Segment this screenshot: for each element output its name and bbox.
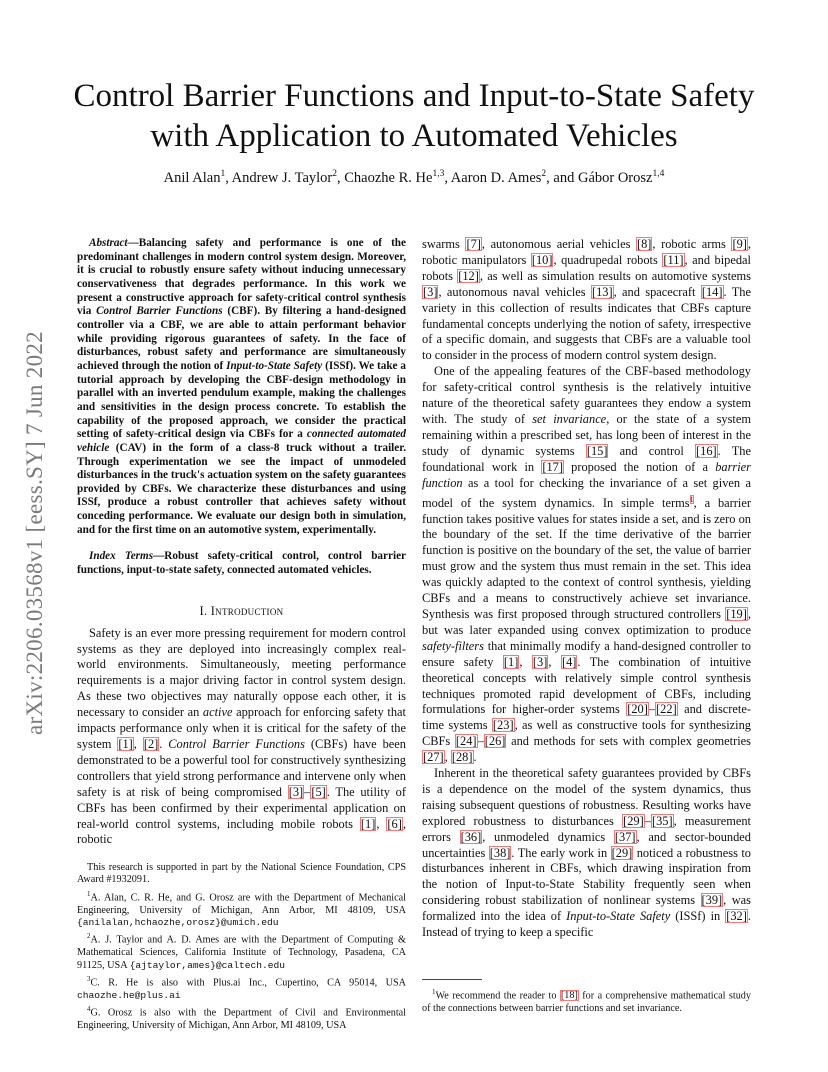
text: . (473, 750, 477, 765)
author: Andrew J. Taylor (231, 169, 333, 186)
text: , but was later expanded using convex optimization to produce (422, 606, 751, 637)
citation-link[interactable]: [26] (484, 734, 506, 749)
citation-link[interactable]: [12] (458, 268, 479, 283)
author-separator: , (225, 169, 232, 186)
citation-link[interactable]: [16] (696, 443, 717, 458)
paragraph (422, 364, 751, 766)
text: , measurement errors (422, 813, 751, 844)
text: , was formalized into the idea of (422, 893, 751, 924)
left-column (77, 237, 406, 848)
citation-link[interactable]: [28] (451, 750, 473, 765)
text: , (519, 654, 532, 669)
text: Safety is an ever more pressing requirement for modern control systems as they are deployed into increasingly complex real-world environments. Simultaneously, meeting performance requirements is a major driving factor in control system design. As these two objectives may naturally oppose each other, it is necessary to consider an (77, 625, 406, 720)
citation-link[interactable]: [6] (387, 816, 402, 831)
text: , (444, 750, 451, 765)
footnote (77, 888, 406, 930)
text: , or the state of a system remaining within a prescribed set, has long been of interest in the study of dynamic systems (422, 411, 751, 458)
author-affiliation: 1,4 (652, 169, 665, 179)
arxiv-identifier: arXiv:2206.03568v1 [eess.SY] 7 Jun 2022 (22, 331, 47, 735)
footnote (77, 930, 406, 972)
abstract-text: (CAV) in the form of a class-8 truck without a trailer. Through experimentation we see the impact of unmodeled disturbances in the truck's actuation system on the safety guarantees provided by CBFs. We characterize these disturbances and using ISSf, produce a robust controller that achieves safety without conceding performance. We evaluate our design both in simulation, and for the first time on an automotive system, experimentally. (77, 441, 406, 536)
emphasis: Input-to-State Safety (566, 909, 671, 924)
citation-link[interactable]: [13] (591, 284, 613, 299)
arxiv-sidebar (22, 283, 48, 783)
citation-link[interactable]: [18] (560, 990, 578, 1002)
citation-link[interactable]: [29] (623, 813, 644, 828)
citation-link[interactable]: [14] (701, 284, 723, 299)
text: . (159, 737, 169, 751)
abstract-emphasis: connected automated vehicle (77, 428, 406, 454)
footnote-mark: 1 (432, 988, 436, 996)
text: and control (608, 443, 696, 458)
footnote-text: for a comprehensive mathematical study of the connections between barrier functions and set invariance. (422, 990, 751, 1014)
abstract-emphasis: Input-to-State Safety (226, 359, 323, 372)
citation-link[interactable]: [3] (532, 654, 548, 669)
footnote (422, 986, 751, 1015)
text: – (648, 702, 656, 717)
text: , (376, 816, 387, 831)
footnote-text: C. R. He is also with Plus.ai Inc., Cupertino, CA 95014, USA (90, 977, 406, 989)
abstract-label: Abstract (89, 237, 128, 249)
citation-link[interactable]: [15] (586, 443, 608, 458)
footnote-text: A. Alan, C. R. He, and G. Orosz are with the Department of Mechanical Engineering, University of Michigan, Ann Arbor, MI 48109, USA (77, 892, 406, 916)
text: , unmodeled dynamics (482, 829, 614, 844)
index-terms-text: —Robust safety-critical control, control barrier functions, input-to-state safety, connected automated vehicles. (77, 550, 406, 577)
text: . The utility of CBFs has been confirmed by their experimental application on real-world control systems, including mobile robots (77, 784, 407, 831)
citation-link[interactable]: [19] (726, 606, 747, 621)
citation-link[interactable]: [39] (701, 893, 723, 908)
text: , robotic arms (652, 237, 732, 251)
citation-link[interactable]: [29] (611, 845, 633, 860)
emphasis: active (202, 705, 233, 720)
title-line-2: with Application to Automated Vehicles (150, 118, 678, 154)
footnote-text: A. J. Taylor and A. D. Ames are with the Department of Computing & Mathematical Sciences, California Institute of Technology, Pasadena, CA 91125, USA (77, 934, 406, 971)
text: and discrete-time systems (422, 702, 751, 733)
author-separator: , and (546, 169, 578, 186)
citation-link[interactable]: [35] (651, 813, 673, 828)
author-affiliation: 1,3 (432, 169, 445, 179)
affiliation-footnotes (77, 862, 406, 1033)
text: , (548, 654, 561, 669)
paragraph (77, 626, 406, 849)
footnote-mark: 3 (87, 975, 91, 984)
text: – (644, 813, 651, 828)
citation-link[interactable]: [22] (656, 702, 677, 717)
author: Anil Alan (163, 169, 221, 186)
author-separator: , (337, 169, 345, 186)
citation-link[interactable]: [4] (561, 654, 577, 669)
author: Chaozhe R. He (344, 169, 433, 186)
text: , and spacecraft (613, 284, 701, 299)
abstract-emphasis: Control Barrier Functions (96, 305, 223, 318)
text: , autonomous aerial vehicles (481, 237, 636, 251)
text: , robotic (77, 816, 406, 847)
text: , quadrupedal robots (553, 252, 663, 267)
citation-link[interactable]: [17] (542, 459, 563, 474)
footnote-text: We recommend the reader to (435, 990, 560, 1002)
text: as a tool for checking the invariance of a set given a model of the system dynamics. In simple terms (422, 475, 751, 510)
text: , a barrier function takes positive values for states inside a set, and is zero on the boundary of the set. If the time derivative of the barrier function is positive on the boundary of the set, the value of barrier must grow and the system thus must remain in the set. This idea was quickly adapted to the context of control synthesis, yielding CBFs and a means to constructively achieve set invariance. Synthesis was first proposed through structured controllers (422, 495, 751, 621)
text: . The foundational work in (422, 443, 751, 474)
abstract (77, 237, 406, 537)
citation-link[interactable]: [11] (663, 252, 684, 267)
text: approach for enforcing safety that impacts performance only when it is critical for the safety of the system (77, 705, 407, 751)
footnote (77, 973, 406, 1002)
text: , and sector-bounded uncertainties (422, 829, 752, 860)
text: that minimally modify a hand-designed controller to ensure safety (422, 638, 751, 669)
author-separator: , (444, 169, 451, 186)
citation-link[interactable]: [27] (423, 750, 444, 765)
citation-link[interactable]: [7] (466, 237, 481, 251)
text: – (477, 734, 484, 749)
footnote-text: G. Orosz is also with the Department of Civil and Environmental Engineering, University of Michigan, Ann Arbor, MI 48109, USA (77, 1007, 406, 1032)
footnote (77, 1003, 406, 1032)
footnote-link[interactable]: 1 (689, 494, 694, 504)
text: and methods for sets with complex geometries (506, 734, 751, 749)
author-list (0, 164, 828, 188)
citation-link[interactable]: [1] (360, 816, 376, 831)
text: , autonomous naval vehicles (438, 284, 591, 299)
index-terms-label: Index Terms (89, 550, 154, 563)
citation-link[interactable]: [1] (503, 654, 519, 669)
emphasis: safety-filters (422, 638, 484, 653)
author-affiliation: 2 (332, 169, 338, 179)
abstract-text: —Balancing safety and performance is one of the predominant challenges in modern control system design. Moreover, it is crucial to robustly ensure safety without inducing unnecessary conservativeness that degrades performance. In this work we present a constructive approach for safety-critical control synthesis via (77, 237, 406, 318)
author: Aaron D. Ames (450, 169, 542, 186)
text: (ISSf) in (670, 909, 726, 924)
author: Gábor Orosz (577, 169, 653, 186)
citation-link[interactable]: [32] (726, 909, 747, 924)
text: , and bipedal robots (422, 252, 751, 283)
abstract-text: (ISSf). We take a tutorial approach by developing the CBF-design methodology in parallel with an inverted pendulum example, making the challenges and sensitivities in the design process concrete. To establish the capability of the proposed approach, we consider the practical setting of safety-critical design via CBFs for a (77, 359, 406, 441)
emphasis: Control Barrier Functions (168, 737, 305, 751)
citation-link[interactable]: [38] (489, 845, 511, 860)
text: noticed a robustness to disturbances inherent in CBFs, which drawing inspiration from the notion of Input-to-State Stability frequently seen when considering robust stabilization of nonlinear systems (422, 845, 751, 908)
footnote-divider (422, 979, 482, 980)
text: . The variety in this collection of results indicates that CBFs capture fundamental concepts underlying the notion of safety, irrespective of a specific domain, and suggests that CBFs are a valuable tool to consider in the process of modern control system design. (422, 284, 751, 363)
footnote-mark: 2 (87, 932, 91, 941)
citation-link[interactable]: [20] (627, 702, 648, 717)
text: . Instead of trying to keep a specific (422, 909, 751, 940)
email[interactable]: chaozhe.he@plus.ai (77, 989, 181, 1001)
citation-link[interactable]: [1] (118, 737, 133, 751)
title-line-1: Control Barrier Functions and Input-to-State Safety (73, 78, 755, 114)
text: – (304, 784, 311, 799)
author-affiliation: 2 (541, 169, 547, 179)
text: (CBFs) have been demonstrated to be a powerful tool for constructively synthesizing controllers that yield strong performance and intervene only when safety is at risk of being compromised (77, 737, 406, 799)
footnote-mark: 1 (87, 889, 91, 898)
citation-link[interactable]: [37] (614, 829, 636, 844)
emphasis: barrier function (422, 459, 751, 490)
citation-link[interactable]: [5] (311, 784, 326, 799)
citation-link[interactable]: [24] (455, 734, 477, 749)
citation-link[interactable]: [3] (288, 784, 304, 799)
footnote-mark: 4 (87, 1005, 91, 1014)
citation-link[interactable]: [2] (143, 737, 159, 751)
text: Inherent in the theoretical safety guarantees provided by CBFs is a dependence on the model of the system dynamics, thus raising subsequent questions of robustness. Resulting works have explored robustness to disturbances (422, 766, 751, 828)
citation-link[interactable]: [36] (460, 829, 482, 844)
section-heading: I. Introduction (199, 603, 284, 618)
index-terms (77, 550, 406, 577)
text: , robotic manipulators (422, 237, 751, 267)
text: proposed the notion of a (563, 459, 716, 474)
paragraph (422, 237, 751, 364)
email[interactable]: {anilalan,hchaozhe,orosz}@umich.edu (77, 917, 279, 929)
text: , as well as constructive tools for synthesizing CBFs (422, 718, 751, 749)
author-affiliation: 1 (220, 169, 226, 179)
right-column (422, 237, 751, 941)
paper-title (0, 76, 828, 156)
abstract-text: (CBF). By filtering a hand-designed controller via a CBF, we are able to attain performant behavior while providing rigorous guarantees of safety. In the face of disturbances, robust safety and performance are simultaneously achieved through the notion of (77, 305, 406, 372)
text: . The combination of intuitive theoretical concepts with relatively simple control synthesis techniques promoted rapid development of CBFs, including formulations for higher-order systems (422, 654, 751, 717)
text: . The early work in (511, 845, 611, 860)
text: , as well as simulation results on automotive systems (479, 268, 751, 283)
text: swarms (422, 237, 466, 251)
text: , (133, 737, 143, 751)
citation-link[interactable]: [10] (531, 252, 553, 267)
citation-link[interactable]: [9] (732, 237, 747, 251)
email[interactable]: {ajtaylor,ames}@caltech.edu (129, 959, 286, 971)
text: One of the appealing features of the CBF-based methodology for safety-critical control synthesis is the relatively intuitive nature of the theoretical safety guarantees they endow a system with. The study of (422, 364, 751, 426)
citation-link[interactable]: [23] (492, 718, 514, 733)
funding-note: This research is supported in part by the National Science Foundation, CPS Award #1932091. (77, 862, 406, 886)
citation-link[interactable]: [3] (423, 284, 438, 299)
paragraph (422, 766, 751, 941)
emphasis: set invariance (532, 411, 607, 426)
citation-link[interactable]: [8] (636, 237, 652, 251)
